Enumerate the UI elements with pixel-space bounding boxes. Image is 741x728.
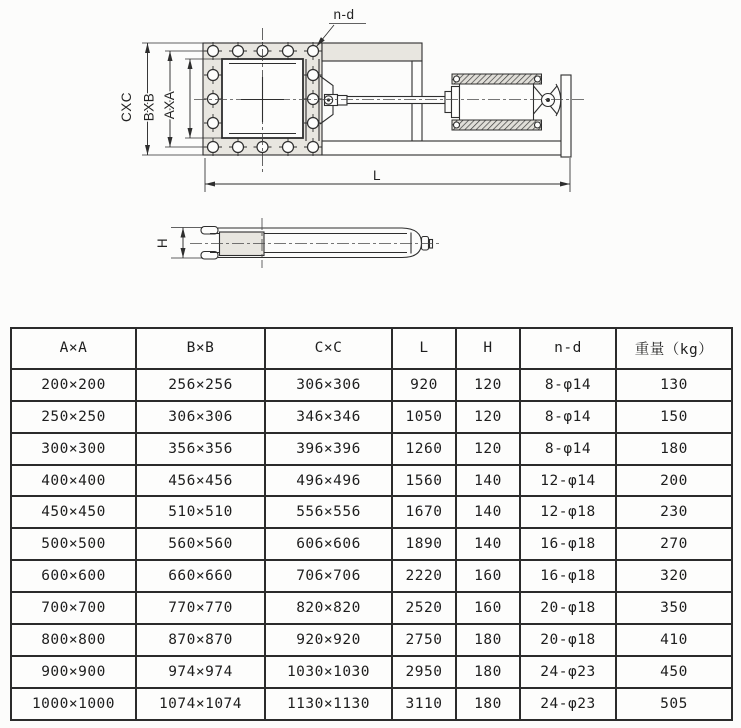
col-header-l: L xyxy=(392,328,456,369)
table-row xyxy=(11,433,732,465)
frame-bottom-rail xyxy=(322,141,570,155)
table-cell: 160 xyxy=(456,560,520,592)
table-cell: 140 xyxy=(456,465,520,497)
table-row xyxy=(11,465,732,497)
table-cell: 505 xyxy=(616,688,732,720)
table-cell: 706×706 xyxy=(265,560,392,592)
table-cell: 24-φ23 xyxy=(520,688,616,720)
table-cell: 140 xyxy=(456,496,520,528)
table-row xyxy=(11,401,732,433)
dim-label-cxc: CXC xyxy=(119,91,134,123)
table-row xyxy=(11,528,732,560)
end-support-plate xyxy=(561,75,571,157)
table-cell: 200×200 xyxy=(11,369,136,401)
table-cell: 3110 xyxy=(392,688,456,720)
table-row xyxy=(11,369,732,401)
dim-label-bxb: BXB xyxy=(141,92,157,122)
table-cell: 356×356 xyxy=(136,433,265,465)
dim-label-h: H xyxy=(155,237,170,249)
dimension-l xyxy=(205,158,570,192)
table-cell: 2950 xyxy=(392,656,456,688)
table-cell: 306×306 xyxy=(265,369,392,401)
table-cell: 496×496 xyxy=(265,465,392,497)
table-cell: 450 xyxy=(616,656,732,688)
table-row xyxy=(11,560,732,592)
actuator-rod xyxy=(347,97,445,104)
table-cell: 560×560 xyxy=(136,528,265,560)
table-cell: 180 xyxy=(456,688,520,720)
table-cell: 180 xyxy=(456,656,520,688)
table-cell: 2220 xyxy=(392,560,456,592)
gate-clevis xyxy=(320,76,347,124)
table-cell: 400×400 xyxy=(11,465,136,497)
table-cell: 20-φ18 xyxy=(520,624,616,656)
side-flange-tab xyxy=(201,227,218,235)
table-cell: 396×396 xyxy=(265,433,392,465)
table-cell: 16-φ18 xyxy=(520,528,616,560)
table-cell: 350 xyxy=(616,592,732,624)
dimension-h xyxy=(155,228,203,259)
table-cell: 1000×1000 xyxy=(11,688,136,720)
front-view xyxy=(119,7,584,192)
callout-nd xyxy=(317,7,367,47)
table-cell: 450×450 xyxy=(11,496,136,528)
table-cell: 870×870 xyxy=(136,624,265,656)
col-header-h: H xyxy=(456,328,520,369)
table-cell: 974×974 xyxy=(136,656,265,688)
cylinder-actuator xyxy=(445,74,561,130)
table-cell: 300×300 xyxy=(11,433,136,465)
table-cell: 606×606 xyxy=(265,528,392,560)
table-cell: 1560 xyxy=(392,465,456,497)
table-cell: 1074×1074 xyxy=(136,688,265,720)
table-cell: 1890 xyxy=(392,528,456,560)
table-cell: 180 xyxy=(456,624,520,656)
table-row xyxy=(11,656,732,688)
table-cell: 306×306 xyxy=(136,401,265,433)
table-cell: 2520 xyxy=(392,592,456,624)
table-cell: 700×700 xyxy=(11,592,136,624)
table-cell: 320 xyxy=(616,560,732,592)
side-view xyxy=(155,218,441,268)
spec-table xyxy=(10,327,733,721)
table-row xyxy=(11,592,732,624)
table-cell: 920 xyxy=(392,369,456,401)
table-cell: 800×800 xyxy=(11,624,136,656)
table-cell: 256×256 xyxy=(136,369,265,401)
table-cell: 270 xyxy=(616,528,732,560)
table-cell: 770×770 xyxy=(136,592,265,624)
table-cell: 120 xyxy=(456,433,520,465)
table-cell: 410 xyxy=(616,624,732,656)
col-header-axa: A×A xyxy=(11,328,136,369)
dim-label-nd: n-d xyxy=(333,7,355,22)
table-cell: 130 xyxy=(616,369,732,401)
table-cell: 120 xyxy=(456,369,520,401)
col-header-cxc: C×C xyxy=(265,328,392,369)
table-cell: 160 xyxy=(456,592,520,624)
table-cell: 2750 xyxy=(392,624,456,656)
table-row xyxy=(11,688,732,720)
table-cell: 346×346 xyxy=(265,401,392,433)
table-cell: 456×456 xyxy=(136,465,265,497)
table-cell: 24-φ23 xyxy=(520,656,616,688)
table-cell: 1260 xyxy=(392,433,456,465)
table-cell: 900×900 xyxy=(11,656,136,688)
table-cell: 180 xyxy=(616,433,732,465)
table-cell: 920×920 xyxy=(265,624,392,656)
table-cell: 200 xyxy=(616,465,732,497)
col-header-weight: 重量（kg） xyxy=(616,328,732,369)
technical-drawing xyxy=(0,0,741,320)
table-cell: 660×660 xyxy=(136,560,265,592)
table-row xyxy=(11,624,732,656)
table-header-row xyxy=(11,328,732,369)
dim-label-axa: AXA xyxy=(162,90,177,120)
table-cell: 820×820 xyxy=(265,592,392,624)
table-cell: 1670 xyxy=(392,496,456,528)
table-cell: 8-φ14 xyxy=(520,433,616,465)
table-cell: 150 xyxy=(616,401,732,433)
table-cell: 1130×1130 xyxy=(265,688,392,720)
table-cell: 12-φ14 xyxy=(520,465,616,497)
col-header-bxb: B×B xyxy=(136,328,265,369)
frame-top-rail xyxy=(322,43,422,61)
table-cell: 12-φ18 xyxy=(520,496,616,528)
table-row xyxy=(11,496,732,528)
table-cell: 140 xyxy=(456,528,520,560)
table-cell: 250×250 xyxy=(11,401,136,433)
table-cell: 8-φ14 xyxy=(520,369,616,401)
table-cell: 1030×1030 xyxy=(265,656,392,688)
table-cell: 20-φ18 xyxy=(520,592,616,624)
col-header-nd: n-d xyxy=(520,328,616,369)
table-cell: 600×600 xyxy=(11,560,136,592)
table-cell: 120 xyxy=(456,401,520,433)
dim-label-l: L xyxy=(372,168,382,183)
table-cell: 230 xyxy=(616,496,732,528)
table-cell: 1050 xyxy=(392,401,456,433)
table-cell: 8-φ14 xyxy=(520,401,616,433)
table-cell: 500×500 xyxy=(11,528,136,560)
table-cell: 16-φ18 xyxy=(520,560,616,592)
table-cell: 510×510 xyxy=(136,496,265,528)
table-cell: 556×556 xyxy=(265,496,392,528)
